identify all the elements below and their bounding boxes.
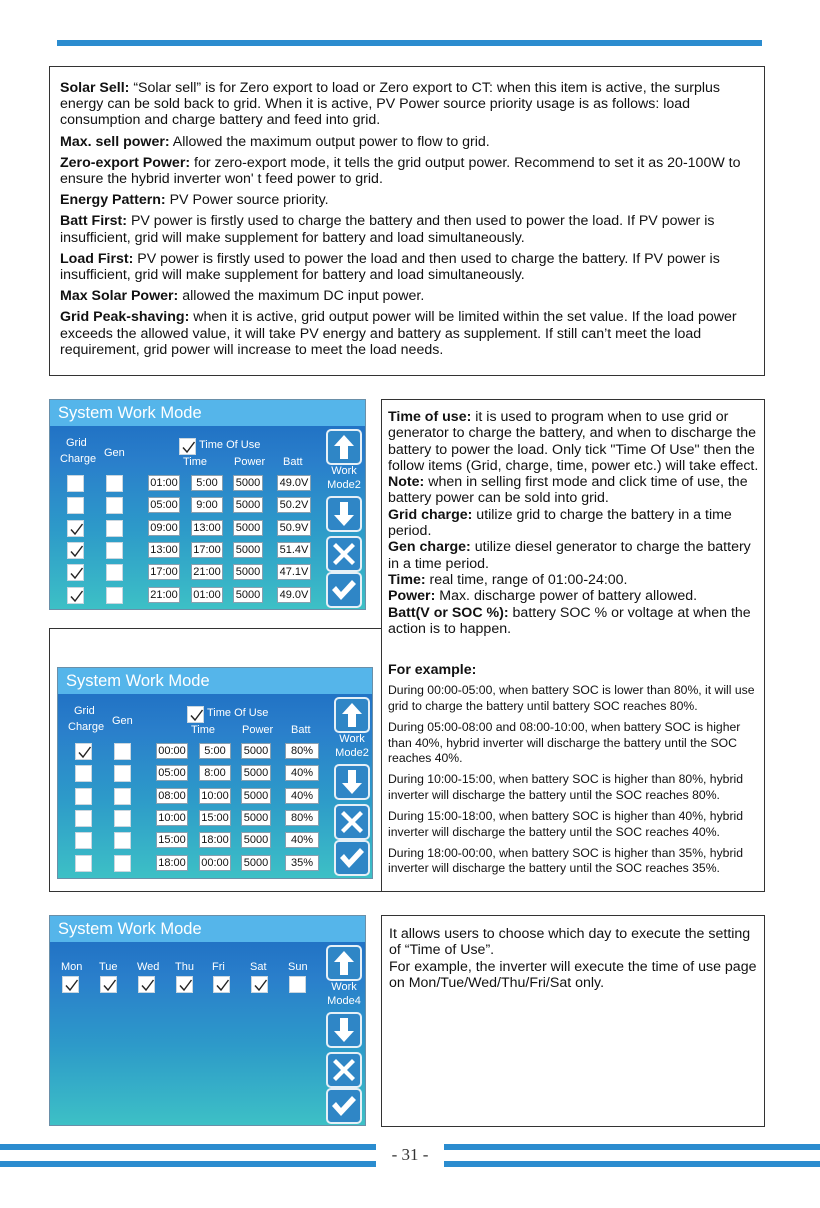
- day-desc-line-2: For example, the inverter will execute the time of use page on Mon/Tue/Wed/Thu/Fri/Sat only.: [389, 958, 757, 991]
- frame-line: [49, 628, 50, 892]
- batt-field[interactable]: 49.0V: [277, 475, 311, 491]
- charge-column-header: Charge: [60, 453, 97, 465]
- confirm-check-icon[interactable]: [334, 840, 370, 876]
- start-time-field[interactable]: 15:00: [156, 832, 188, 848]
- gen-charge-checkbox[interactable]: [114, 788, 131, 805]
- definition: when in selling first mode and click time of use, the battery power can be sold into grid.: [388, 474, 748, 507]
- time-of-use-checkbox[interactable]: [187, 706, 204, 723]
- setting-description-item: [60, 288, 754, 304]
- day-desc-line-1: It allows users to choose which day to execute the setting of “Time of Use”.: [389, 926, 751, 959]
- time-column-header: Time: [191, 724, 216, 736]
- day-checkbox[interactable]: [100, 976, 117, 993]
- term: Note:: [388, 474, 425, 491]
- end-time-field[interactable]: 01:00: [191, 587, 223, 603]
- end-time-field[interactable]: 17:00: [191, 542, 223, 558]
- grid-charge-checkbox[interactable]: [67, 520, 84, 537]
- definition: utilize diesel generator to charge the battery in a time period.: [388, 539, 751, 572]
- grid-charge-checkbox[interactable]: [75, 855, 92, 872]
- end-time-field[interactable]: 21:00: [191, 564, 223, 580]
- term: Batt(V or SOC %):: [388, 604, 509, 621]
- page-number: - 31 -: [391, 1145, 429, 1164]
- close-icon[interactable]: [326, 536, 362, 572]
- work-mode-label: Work: [339, 733, 365, 745]
- power-field[interactable]: 5000: [233, 520, 263, 536]
- screen-title: System Work Mode: [50, 400, 365, 426]
- day-checkbox[interactable]: [176, 976, 193, 993]
- term: Time:: [388, 571, 426, 588]
- start-time-field[interactable]: 00:00: [156, 743, 188, 759]
- setting-definition: PV Power source priority.: [165, 192, 329, 209]
- power-field[interactable]: 5000: [241, 743, 271, 759]
- setting-definition: “Solar sell” is for Zero export to load or Zero export to CT: when this item is active, the surplus energy can be sold back to grid. When it is active, PV Power source priority usage is as follows: load consumption and charge battery and feed into grid.: [60, 80, 720, 129]
- setting-definition: allowed the maximum DC input power.: [178, 288, 425, 305]
- batt-column-header: Batt: [291, 724, 311, 736]
- batt-field[interactable]: 80%: [285, 743, 319, 759]
- end-time-field[interactable]: 15:00: [199, 810, 231, 826]
- start-time-field[interactable]: 17:00: [148, 564, 180, 580]
- power-field[interactable]: 5000: [233, 497, 263, 513]
- setting-term: Energy Pattern:: [60, 192, 166, 209]
- example-section: [388, 662, 760, 883]
- day-checkbox[interactable]: [251, 976, 268, 993]
- day-label: Sat: [250, 961, 267, 973]
- power-field[interactable]: 5000: [241, 855, 271, 871]
- power-field[interactable]: 5000: [241, 810, 271, 826]
- arrow-up-icon[interactable]: [334, 697, 370, 733]
- batt-field[interactable]: 51.4V: [277, 542, 311, 558]
- term: Power:: [388, 588, 436, 605]
- gen-charge-checkbox[interactable]: [114, 765, 131, 782]
- term: Time of use:: [388, 409, 472, 425]
- header-rule: [57, 40, 762, 46]
- example-list: [388, 683, 760, 876]
- end-time-field[interactable]: 00:00: [199, 855, 231, 871]
- definition: Max. discharge power of battery allowed.: [435, 588, 698, 605]
- grid-charge-checkbox[interactable]: [67, 542, 84, 559]
- grid-charge-checkbox[interactable]: [67, 564, 84, 581]
- close-icon[interactable]: [334, 804, 370, 840]
- setting-description-item: [60, 80, 754, 129]
- start-time-field[interactable]: 08:00: [156, 788, 188, 804]
- close-icon[interactable]: [326, 1052, 362, 1088]
- definition: battery SOC % or voltage at when the action is to happen.: [388, 604, 751, 637]
- day-label: Tue: [99, 961, 118, 973]
- setting-description-item: [60, 192, 754, 208]
- end-time-field[interactable]: 8:00: [199, 765, 231, 781]
- screen-title: System Work Mode: [50, 916, 365, 942]
- grid-charge-checkbox[interactable]: [67, 587, 84, 604]
- setting-term: Batt First:: [60, 213, 127, 230]
- day-label: Fri: [212, 961, 225, 973]
- grid-column-header: Grid: [74, 705, 95, 717]
- setting-term: Max Solar Power:: [60, 288, 179, 305]
- batt-field[interactable]: 35%: [285, 855, 319, 871]
- setting-term: Load First:: [60, 250, 134, 267]
- example-item: During 10:00-15:00, when battery SOC is higher than 80%, hybrid inverter will discharge the battery until the SOC reaches 80%.: [388, 772, 743, 802]
- grid-charge-checkbox[interactable]: [67, 475, 84, 492]
- setting-description-item: [60, 251, 754, 283]
- grid-charge-checkbox[interactable]: [75, 743, 92, 760]
- batt-field[interactable]: 80%: [285, 810, 319, 826]
- gen-charge-checkbox[interactable]: [114, 810, 131, 827]
- start-time-field[interactable]: 01:00: [148, 475, 180, 491]
- example-item: During 15:00-18:00, when battery SOC is higher than 40%, hybrid inverter will discharge the battery until the SOC reaches 40%.: [388, 809, 743, 839]
- power-column-header: Power: [242, 724, 274, 736]
- batt-field[interactable]: 40%: [285, 765, 319, 781]
- setting-definition: when it is active, grid output power will be limited within the set value. If the load power exceeds the allowed value, it will take PV energy and battery as supplement. If still can’t meet the load requirement, grid power will increase to meet the load needs.: [60, 309, 737, 358]
- day-label: Thu: [175, 961, 194, 973]
- gen-charge-checkbox[interactable]: [106, 587, 123, 604]
- gen-charge-checkbox[interactable]: [106, 497, 123, 514]
- gen-charge-checkbox[interactable]: [106, 542, 123, 559]
- arrow-up-icon[interactable]: [326, 945, 362, 981]
- power-field[interactable]: 5000: [233, 475, 263, 491]
- system-work-mode-screen-3: [49, 915, 366, 1126]
- power-field[interactable]: 5000: [233, 587, 263, 603]
- example-heading: For example:: [388, 662, 477, 678]
- power-field[interactable]: 5000: [233, 564, 263, 580]
- arrow-up-icon[interactable]: [326, 429, 362, 465]
- start-time-field[interactable]: 13:00: [148, 542, 180, 558]
- start-time-field[interactable]: 21:00: [148, 587, 180, 603]
- day-checkbox[interactable]: [138, 976, 155, 993]
- setting-term: Zero-export Power:: [60, 154, 191, 171]
- settings-description-list: [60, 80, 754, 358]
- system-work-mode-screen-1: [49, 399, 366, 610]
- example-item: During 05:00-08:00 and 08:00-10:00, when battery SOC is higher than 40%, hybrid inverter will discharge the battery until the SOC reaches 40%.: [388, 720, 741, 765]
- start-time-field[interactable]: 10:00: [156, 810, 188, 826]
- setting-term: Grid Peak-shaving:: [60, 309, 190, 326]
- time-of-use-description: [388, 409, 760, 637]
- time-column-header: Time: [183, 456, 208, 468]
- gen-charge-checkbox[interactable]: [106, 520, 123, 537]
- batt-field[interactable]: 40%: [285, 832, 319, 848]
- example-item: During 18:00-00:00, when battery SOC is higher than 35%, hybrid inverter will discharge the battery until the SOC reaches 35%.: [388, 845, 743, 876]
- power-column-header: Power: [234, 456, 266, 468]
- term: Grid charge:: [388, 506, 473, 523]
- end-time-field[interactable]: 9:00: [191, 497, 223, 513]
- grid-charge-checkbox[interactable]: [75, 832, 92, 849]
- end-time-field[interactable]: 5:00: [191, 475, 223, 491]
- definition: utilize grid to charge the battery in a time period.: [388, 506, 732, 540]
- setting-description-item: [60, 213, 754, 245]
- grid-charge-checkbox[interactable]: [75, 765, 92, 782]
- setting-term: Max. sell power:: [60, 133, 170, 150]
- setting-description-item: [60, 155, 754, 187]
- gen-charge-checkbox[interactable]: [106, 564, 123, 581]
- screen-title: System Work Mode: [58, 668, 372, 694]
- batt-field[interactable]: 40%: [285, 788, 319, 804]
- start-time-field[interactable]: 05:00: [148, 497, 180, 513]
- day-checkbox[interactable]: [289, 976, 306, 993]
- frame-line: [49, 628, 382, 629]
- batt-field[interactable]: 47.1V: [277, 564, 311, 580]
- time-of-use-checkbox[interactable]: [179, 438, 196, 455]
- example-item: During 00:00-05:00, when battery SOC is lower than 80%, it will use grid to charge the battery until battery SOC reaches 80%.: [388, 683, 755, 713]
- time-of-use-label: Time Of Use: [207, 707, 269, 719]
- day-checkbox[interactable]: [62, 976, 79, 993]
- setting-definition: PV power is firstly used to power the load and then used to charge the battery. If PV power is insufficient, grid will make supplement for battery and load simultaneously.: [60, 250, 720, 284]
- system-work-mode-screen-2: [57, 667, 373, 879]
- setting-description-item: [60, 309, 754, 358]
- setting-term: Solar Sell:: [60, 80, 130, 96]
- footer-rule-left: [0, 1144, 376, 1150]
- gen-column-header: Gen: [104, 447, 125, 459]
- start-time-field[interactable]: 05:00: [156, 765, 188, 781]
- confirm-check-icon[interactable]: [326, 1088, 362, 1124]
- confirm-check-icon[interactable]: [326, 572, 362, 608]
- power-field[interactable]: 5000: [241, 832, 271, 848]
- charge-column-header: Charge: [68, 721, 105, 733]
- batt-field[interactable]: 50.9V: [277, 520, 311, 536]
- gen-charge-checkbox[interactable]: [114, 743, 131, 760]
- gen-charge-checkbox[interactable]: [114, 855, 131, 872]
- day-selection-description: [381, 915, 765, 1127]
- power-field[interactable]: 5000: [233, 542, 263, 558]
- work-mode-number: Mode4: [327, 995, 361, 1007]
- arrow-down-icon[interactable]: [334, 764, 370, 800]
- arrow-down-icon[interactable]: [326, 496, 362, 532]
- day-checkbox[interactable]: [213, 976, 230, 993]
- setting-definition: PV power is firstly used to charge the battery and then used to power the load. If PV power is insufficient, grid will make supplement for battery and load simultaneously.: [60, 213, 715, 246]
- grid-charge-checkbox[interactable]: [75, 788, 92, 805]
- work-mode-number: Mode2: [327, 479, 361, 491]
- footer-rule-right: [444, 1161, 820, 1167]
- work-mode-label: Work: [331, 981, 357, 993]
- grid-column-header: Grid: [66, 437, 87, 449]
- frame-line: [381, 399, 382, 892]
- setting-description-item: [60, 134, 754, 150]
- power-field[interactable]: 5000: [241, 765, 271, 781]
- term: Gen charge:: [388, 539, 471, 556]
- grid-charge-checkbox[interactable]: [75, 810, 92, 827]
- batt-field[interactable]: 49.0V: [277, 587, 311, 603]
- day-label: Wed: [137, 961, 160, 973]
- gen-charge-checkbox[interactable]: [106, 475, 123, 492]
- settings-description-panel: [49, 66, 765, 376]
- grid-charge-checkbox[interactable]: [67, 497, 84, 514]
- arrow-down-icon[interactable]: [326, 1012, 362, 1048]
- footer-rule-right: [444, 1144, 820, 1150]
- start-time-field[interactable]: 18:00: [156, 855, 188, 871]
- end-time-field[interactable]: 5:00: [199, 743, 231, 759]
- end-time-field[interactable]: 13:00: [191, 520, 223, 536]
- frame-line: [49, 891, 382, 892]
- gen-column-header: Gen: [112, 715, 133, 727]
- setting-definition: for zero-export mode, it tells the grid output power. Recommend to set it as 20-100W to ensure the hybrid inverter won' t feed power to grid.: [60, 154, 741, 188]
- day-label: Sun: [288, 961, 308, 973]
- definition: it is used to program when to use grid or generator to charge the battery, and when to discharge the battery to power the load. Only tick "Time Of Use" then the follow items (Grid, charge, time, power etc.) will take effect.: [388, 409, 759, 474]
- end-time-field[interactable]: 10:00: [199, 788, 231, 804]
- start-time-field[interactable]: 09:00: [148, 520, 180, 536]
- footer-rule-left: [0, 1161, 376, 1167]
- gen-charge-checkbox[interactable]: [114, 832, 131, 849]
- time-of-use-label: Time Of Use: [199, 439, 261, 451]
- batt-column-header: Batt: [283, 456, 303, 468]
- batt-field[interactable]: 50.2V: [277, 497, 311, 513]
- work-mode-number: Mode2: [335, 747, 369, 759]
- day-label: Mon: [61, 961, 83, 973]
- power-field[interactable]: 5000: [241, 788, 271, 804]
- work-mode-label: Work: [331, 465, 357, 477]
- end-time-field[interactable]: 18:00: [199, 832, 231, 848]
- setting-definition: Allowed the maximum output power to flow to grid.: [169, 133, 490, 150]
- definition: real time, range of 01:00-24:00.: [425, 571, 628, 588]
